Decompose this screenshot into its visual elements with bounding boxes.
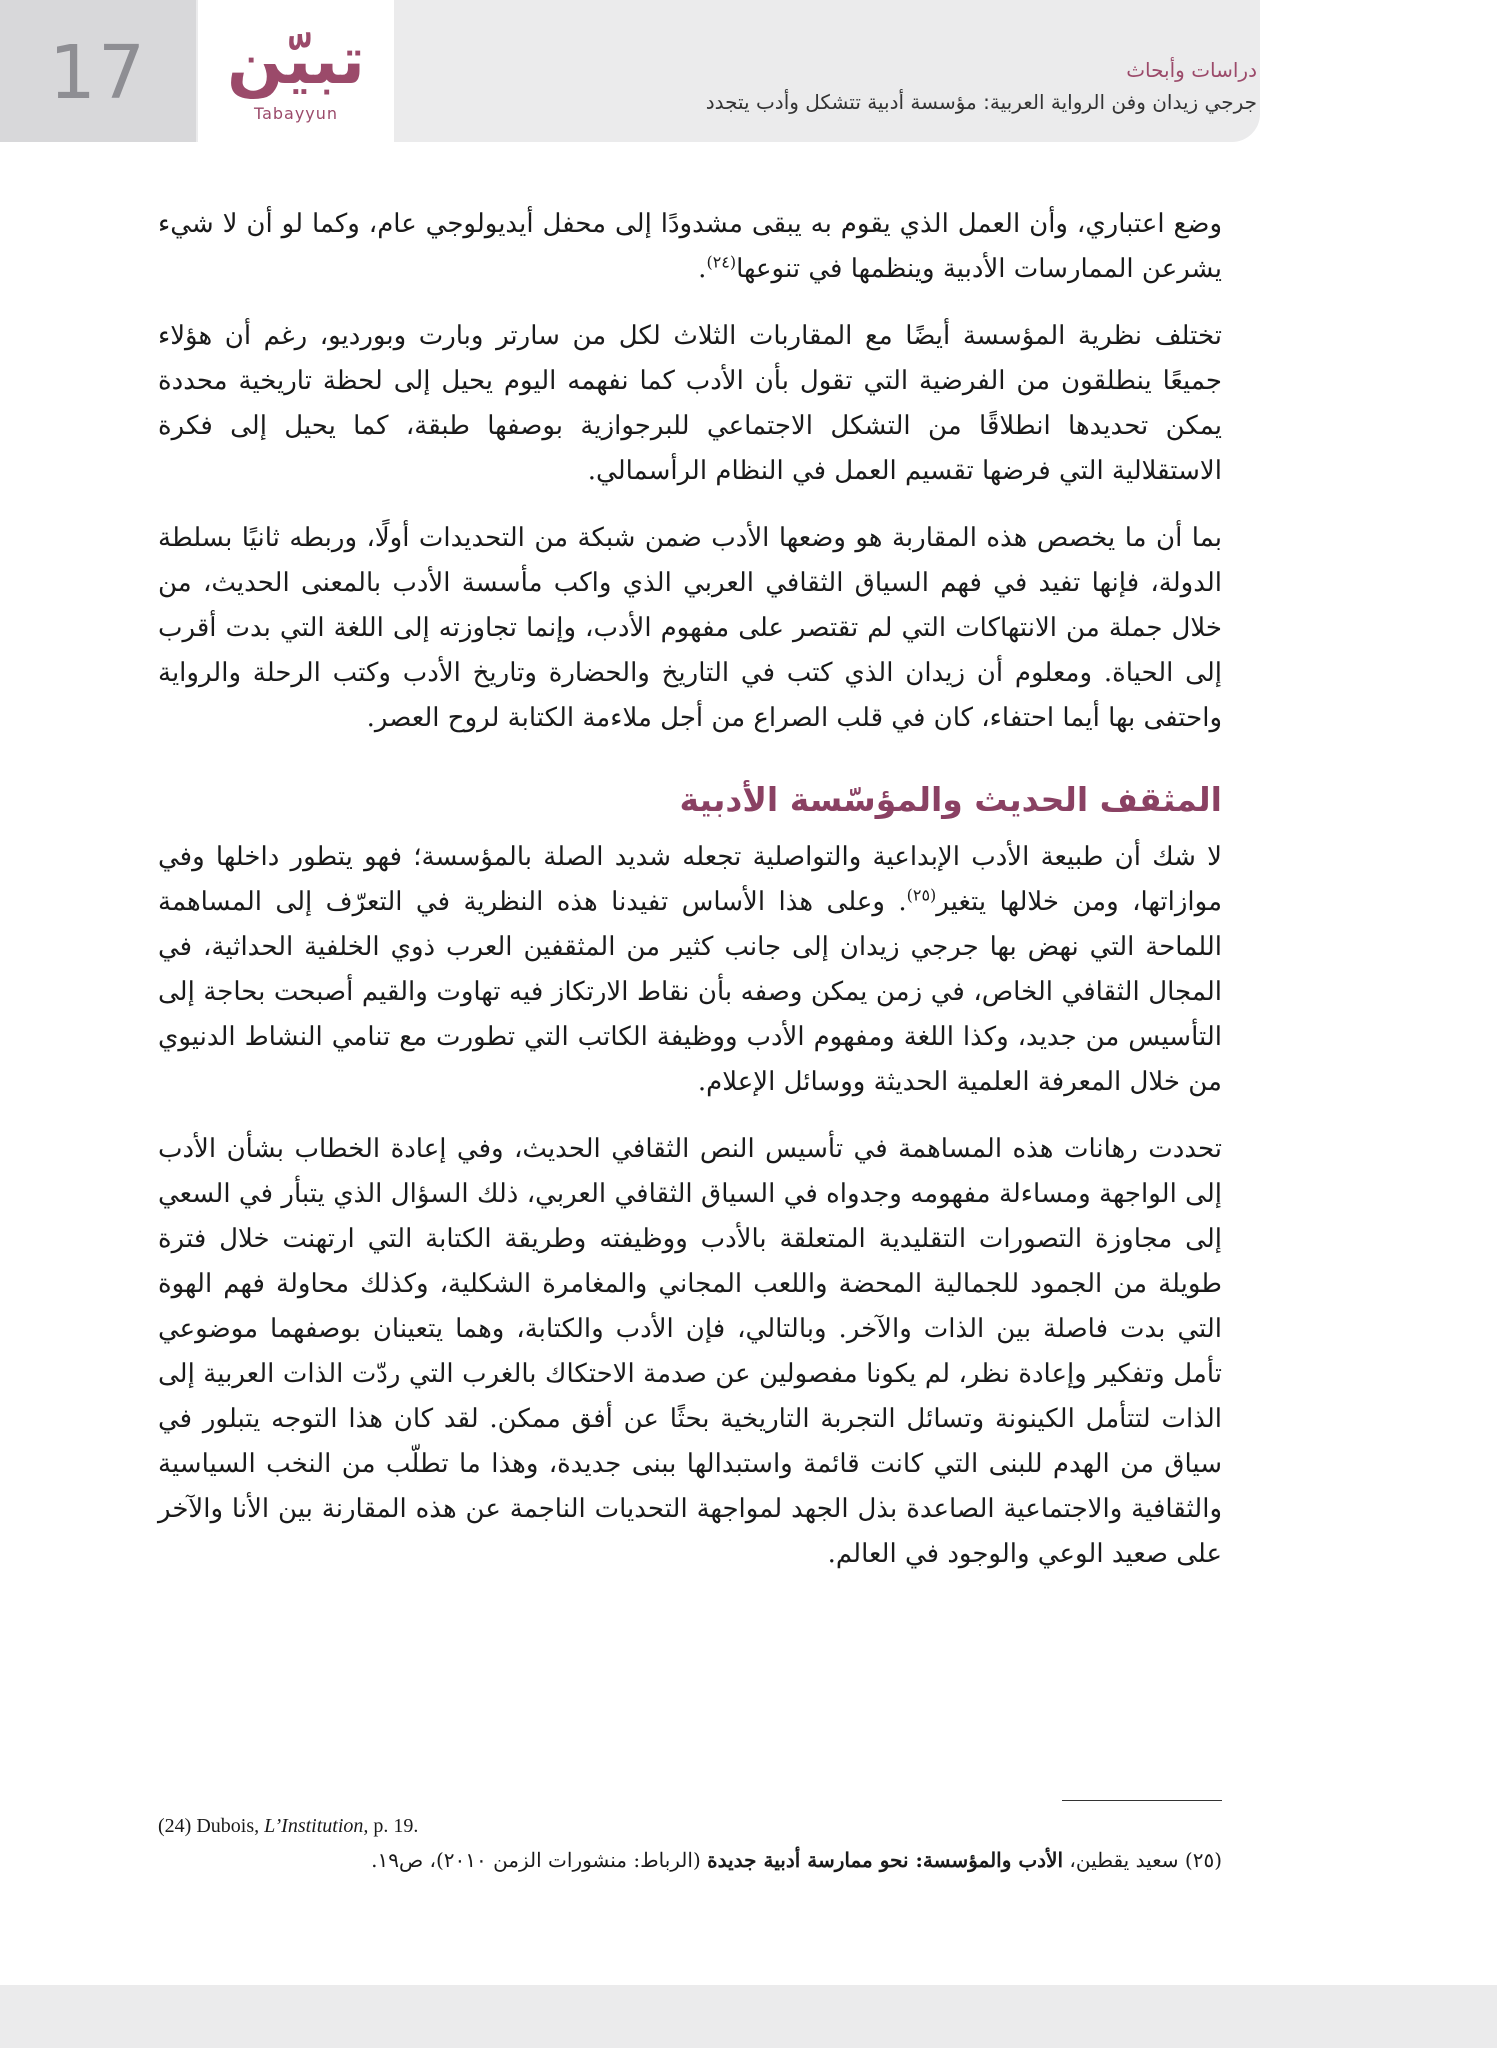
logo-latin: Tabayyun xyxy=(253,104,339,123)
footnote-25-title: الأدب والمؤسسة: نحو ممارسة أدبية جديدة xyxy=(707,1848,1064,1872)
footnote-ref-25: (٢٥) xyxy=(906,885,937,905)
paragraph-5: تحددت رهانات هذه المساهمة في تأسيس النص الثقافي الحديث، وفي إعادة الخطاب بشأن الأدب إلى الواجهة ومساءلة مفهومه وجدواه في السياق الثقافي العربي، ذلك السؤال الذي يتبأر في السعي إلى مجاوزة التصورات التقليدية المتعلقة بالأدب ووظيفته وطريقة الكتابة التي ارتهنت خلال فترة طويلة من الجمود للجمالية المحضة واللعب المجاني والمغامرة الشكلية، وكذلك محاولة فهم الهوة التي بدت فاصلة بين الذات والآخر. وبالتالي، فإن الأدب والكتابة، وهما يتعينان بوصفهما موضوعي تأمل وتفكير وإعادة نظر، لم يكونا مفصولين عن صدمة الاحتكاك بالغرب التي ردّت الذات العربية إلى الذات لتتأمل الكينونة وتسائل التجربة التاريخية بحثًا عن أفق ممكن. لقد كان هذا التوجه يتبلور في سياق من الهدم للبنى التي كانت قائمة واستبدالها ببنى جديدة، وهذا ما تطلّب من النخب السياسية والثقافية والاجتماعية الصاعدة بذل الجهد لمواجهة التحديات الناجمة عن هذه المقارنة بين الأنا والآخر على صعيد الوعي والوجود في العالم. xyxy=(158,1134,1222,1569)
footnote-24-author: Dubois, xyxy=(196,1815,260,1837)
section-label: دراسات وأبحاث xyxy=(1126,58,1257,82)
footer-band xyxy=(0,1985,1497,2048)
paragraph-4-start: لا شك أن طبيعة الأدب الإبداعية والتواصلية تجعله شديد الصلة بالمؤسسة؛ فهو يتطور داخلها وفي موازاتها، ومن خلالها يتغير xyxy=(158,842,1222,917)
page-number: 17 xyxy=(48,30,148,116)
footnote-25-number: (٢٥) xyxy=(1184,1848,1222,1872)
footnote-24-title: L’Institution, xyxy=(264,1815,369,1837)
journal-logo xyxy=(198,0,394,142)
paragraph-1-end: . xyxy=(698,254,707,284)
paragraph-2: تختلف نظرية المؤسسة أيضًا مع المقاربات الثلاث لكل من سارتر وبارت وبورديو، رغم أن هؤلاء جميعًا ينطلقون من الفرضية التي تقول بأن الأدب كما نفهمه اليوم يحيل إلى لحظة تاريخية محددة يمكن تحديدها انطلاقًا من التشكل الاجتماعي للبرجوازية بوصفها طبقة، كما يحيل إلى فكرة الاستقلالية التي فرضها تقسيم العمل في النظام الرأسمالي. xyxy=(158,321,1222,486)
running-title: جرجي زيدان وفن الرواية العربية: مؤسسة أدبية تتشكل وأدب يتجدد xyxy=(705,90,1257,114)
footnote-24-number: (24) xyxy=(158,1815,192,1837)
article-body xyxy=(158,202,1222,1599)
paragraph-4 xyxy=(158,835,1222,1105)
paragraph-3: بما أن ما يخصص هذه المقاربة هو وضعها الأدب ضمن شبكة من التحديدات أولًا، وربطه ثانيًا بسلطة الدولة، فإنها تفيد في فهم السياق الثقافي العربي الذي واكب مأسسة الأدب بالمعنى الحديث، من خلال جملة من الانتهاكات التي لم تقتصر على مفهوم الأدب، وإنما تجاوزته إلى اللغة التي بدت أقرب إلى الحياة. ومعلوم أن زيدان الذي كتب في التاريخ والحضارة وتاريخ الأدب وكتب الرحلة والرواية واحتفى بها أيما احتفاء، كان في قلب الصراع من أجل ملاءمة الكتابة لروح العصر. xyxy=(158,523,1222,733)
footnote-25-author: سعيد يقطين، xyxy=(1069,1848,1179,1872)
footnote-25-rest: (الرباط: منشورات الزمن ٢٠١٠)، ص١٩. xyxy=(371,1848,701,1872)
footnote-25 xyxy=(158,1848,1222,1872)
logo-arabic: تبيّن xyxy=(226,22,366,99)
paragraph-1-text: وضع اعتباري، وأن العمل الذي يقوم به يبقى مشدودًا إلى محفل أيديولوجي عام، وكما لو أن لا شيء يشرعن الممارسات الأدبية وينظمها في تنوعها xyxy=(158,209,1222,284)
page-number-box xyxy=(0,0,196,142)
footnote-24-page: p. 19. xyxy=(373,1815,419,1837)
footnote-divider xyxy=(1062,1800,1222,1801)
section-heading: المثقف الحديث والمؤسّسة الأدبية xyxy=(679,780,1222,819)
paragraph-1 xyxy=(158,202,1222,292)
footnote-24 xyxy=(158,1815,418,1838)
paragraph-4-rest: . وعلى هذا الأساس تفيدنا هذه النظرية في التعرّف إلى المساهمة اللماحة التي نهض بها جرجي زيدان إلى جانب كثير من المثقفين العرب ذوي الخلفية الحداثية، في المجال الثقافي الخاص، في زمن يمكن وصفه بأن نقاط الارتكاز فيه تهاوت والقيم أصبحت بحاجة إلى التأسيس من جديد، وكذا اللغة ومفهوم الأدب ووظيفة الكاتب التي تطورت مع تنامي النشاط الدنيوي من خلال المعرفة العلمية الحديثة ووسائل الإعلام. xyxy=(158,887,1222,1097)
footnote-ref-24: (٢٤) xyxy=(706,252,737,272)
